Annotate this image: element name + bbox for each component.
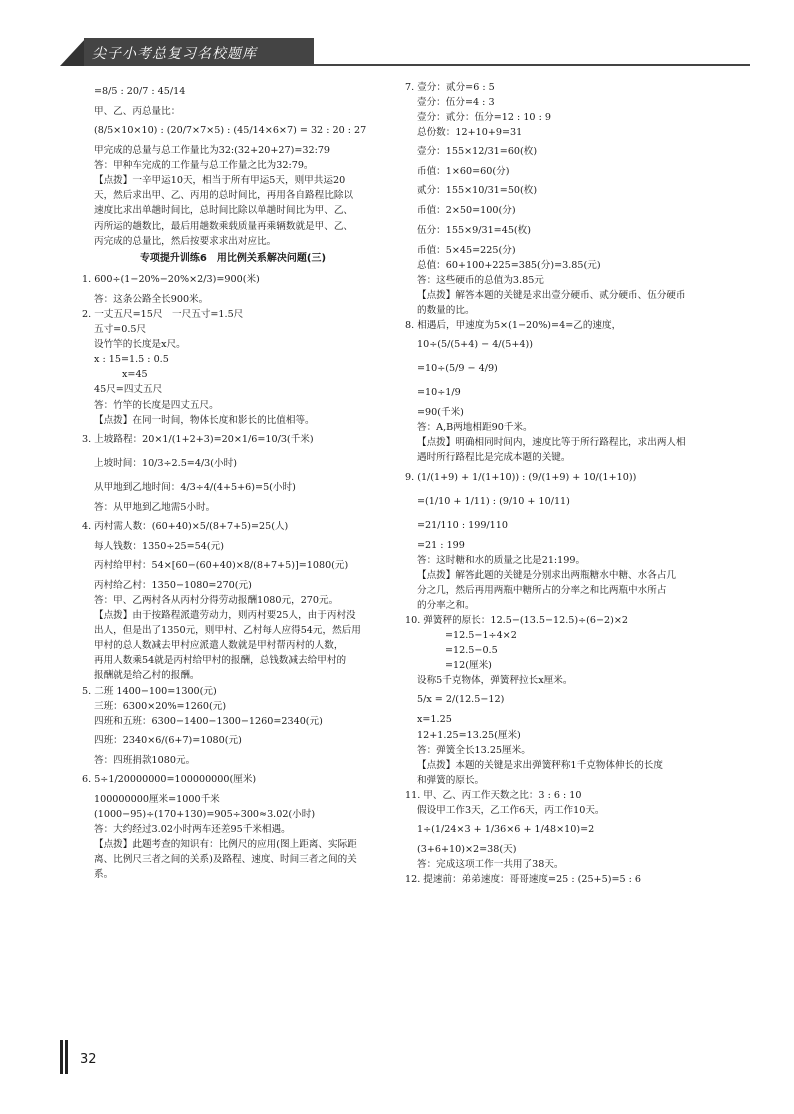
left-line: (8/5×10×10) : (20/7×7×5) : (45/14×6×7) = 32 : 20 : 27 (94, 125, 367, 137)
left-line: 四班：2340×6/(6+7)=1080(元) (94, 734, 242, 746)
right-line: 10÷(5/(5+4) − 4/(5+4)) (417, 339, 534, 351)
right-line: 壹分：伍分=4 : 3 (417, 97, 495, 109)
right-line: 5/x = 2/(12.5−12) (417, 694, 505, 706)
right-line: =21/110 : 199/110 (417, 519, 508, 531)
right-line: 【点拨】解答此题的关键是分别求出两瓶糖水中糖、水各占几 (417, 569, 677, 581)
left-line: 答：大约经过3.02小时两车还差95千米相遇。 (94, 824, 291, 836)
right-line: 伍分：155×9/31=45(枚) (417, 224, 532, 236)
left-line: 答：甲、乙两村各从丙村分得劳动报酬1080元，270元。 (94, 594, 339, 606)
right-line: =12.5−0.5 (445, 645, 498, 657)
left-line: 答：这条公路全长900米。 (94, 293, 209, 305)
right-line: 11. 甲、乙、丙工作天数之比：3 : 6 : 10 (405, 789, 582, 801)
left-column (82, 80, 384, 882)
right-line: 12+1.25=13.25(厘米) (417, 729, 521, 741)
left-line: 从甲地到乙地时间：4/3÷4/(4+5+6)=5(小时) (94, 481, 296, 493)
right-line: 币值：2×50=100(分) (417, 205, 516, 217)
right-line: 9. (1/(1+9) + 1/(1+10)) : (9/(1+9) + 10/(1+10)) (405, 471, 637, 483)
left-line: (1000−95)÷(170+130)=905÷300≈3.02(小时) (94, 809, 316, 820)
header-rule (314, 64, 750, 66)
left-line: 系。 (94, 869, 114, 881)
right-line: 答：这些硬币的总值为3.85元 (417, 274, 544, 286)
left-line: 答：从甲地到乙地需5小时。 (94, 501, 216, 513)
left-line: 专项提升训练6 用比例关系解决问题(三) (139, 252, 327, 264)
right-line: 10. 弹簧秤的原长：12.5−(13.5−12.5)÷(6−2)×2 (405, 614, 629, 626)
right-line: =10÷1/9 (417, 387, 461, 399)
right-line: 的分率之和。 (417, 599, 475, 611)
right-line: =(1/10 + 1/11) : (9/10 + 10/11) (417, 495, 570, 507)
left-line: 5. 二班 1400−100=1300(元) (82, 685, 217, 697)
left-line: 答：四班捐款1080元。 (94, 754, 196, 766)
right-line: =12.5−1÷4×2 (445, 630, 517, 642)
left-line: 再用人数乘54就是丙村给甲村的报酬，总钱数减去给甲村的 (94, 655, 347, 667)
right-line: 分之几，然后再用两瓶中糖所占的分率之和比两瓶中水所占 (417, 584, 667, 596)
left-line: 100000000厘米=1000千米 (94, 793, 220, 805)
right-line: 和弹簧的原长。 (417, 774, 485, 786)
right-line: (3+6+10)×2=38(天) (417, 844, 517, 856)
right-line: 答：弹簧全长13.25厘米。 (417, 744, 531, 756)
left-line: 速度比求出单趟时间比，总时间比除以单趟时间比为甲、乙、 (94, 205, 354, 217)
right-line: 设称5千克物体，弹簧秤拉长x厘米。 (417, 675, 573, 687)
header-triangle-decoration (60, 38, 86, 66)
left-line: 四班和五班：6300−1400−1300−1260=2340(元) (94, 715, 323, 727)
right-column (405, 80, 717, 887)
right-line: x=1.25 (417, 714, 452, 726)
right-line: 总份数：12+10+9=31 (417, 127, 523, 139)
left-line: 五寸=0.5尺 (94, 324, 147, 336)
right-line: =90(千米) (417, 407, 464, 419)
right-line: 答：A,B两地相距90千米。 (417, 422, 533, 434)
header-title: 尖子小考总复习名校题库 (92, 46, 257, 62)
footer-bars-decoration (60, 1040, 70, 1074)
right-line: 遇时所行路程比是完成本题的关键。 (417, 452, 571, 464)
page-header (60, 38, 750, 68)
left-line: 4. 丙村需人数：(60+40)×5/(8+7+5)=25(人) (82, 520, 289, 532)
right-line: 【点拨】本题的关键是求出弹簧秤称1千克物体伸长的长度 (417, 759, 663, 771)
left-line: 2. 一丈五尺=15尺 一尺五寸=1.5尺 (82, 308, 244, 320)
right-line: 币值：5×45=225(分) (417, 244, 516, 256)
left-line: 6. 5÷1/20000000=100000000(厘米) (82, 773, 257, 785)
right-line: 总值：60+100+225=385(分)=3.85(元) (417, 259, 601, 271)
left-line: 出人，但是出了1350元，则甲村、乙村每人应得54元，然后用 (94, 625, 361, 637)
right-line: =21 : 199 (417, 539, 465, 551)
right-line: 12. 提速前：弟弟速度：哥哥速度=25 : (25+5)=5 : 6 (405, 874, 642, 886)
left-line: 离、比例尺三者之间的关系)及路程、速度、时间三者之间的关 (94, 854, 357, 866)
left-line: x : 15=1.5 : 0.5 (94, 354, 169, 366)
left-line: 【点拨】此题考查的知识有：比例尺的应用(图上距离、实际距 (94, 839, 357, 851)
left-line: 【点拨】由于按路程派遣劳动力，则丙村要25人，由于丙村没 (94, 610, 356, 622)
right-line: =10÷(5/9 − 4/9) (417, 363, 498, 375)
left-line: 【点拨】在同一时间，物体长度和影长的比值相等。 (94, 414, 315, 426)
left-line: 上坡时间：10/3÷2.5=4/3(小时) (94, 457, 237, 469)
right-line: =12(厘米) (445, 660, 492, 672)
left-line: x=45 (122, 369, 148, 381)
left-line: 丙完成的总量比，然后按要求求出对应比。 (94, 235, 277, 247)
left-line: 丙所运的趟数比，最后用趟数乘载质量再乘辆数就是甲、乙、 (94, 220, 354, 232)
left-line: 3. 上坡路程：20×1/(1+2+3)=20×1/6=10/3(千米) (82, 433, 314, 445)
page-number: 32 (80, 1052, 97, 1067)
right-line: 答：这时糖和水的质量之比是21:199。 (417, 554, 586, 566)
right-line: 【点拨】明确相同时间内，速度比等于所行路程比，求出两人相 (417, 437, 686, 449)
right-line: 1÷(1/24×3 + 1/36×6 + 1/48×10)=2 (417, 824, 595, 836)
left-line: =8/5 : 20/7 : 45/14 (94, 86, 186, 97)
left-line: 甲、乙、丙总量比： (94, 106, 181, 117)
right-line: 8. 相遇后，甲速度为5×(1−20%)=4=乙的速度， (405, 320, 622, 332)
left-line: 甲村的总人数减去甲村应派遣人数就是甲村帮丙村的人数， (94, 640, 344, 652)
right-line: 7. 壹分：贰分=6 : 5 (405, 82, 495, 93)
right-line: 【点拨】解答本题的关键是求出壹分硬币、贰分硬币、伍分硬币 (417, 289, 686, 301)
left-line: 设竹竿的长度是x尺。 (94, 339, 186, 351)
left-line: 1. 600÷(1−20%−20%×2/3)=900(米) (82, 273, 260, 285)
left-line: 报酬就是给乙村的报酬。 (94, 670, 200, 682)
left-line: 丙村给乙村：1350−1080=270(元) (94, 579, 252, 591)
right-line: 答：完成这项工作一共用了38天。 (417, 859, 564, 871)
left-line: 丙村给甲村：54×[60−(60+40)×8/(8+7+5)]=1080(元) (94, 559, 349, 571)
left-line: 答：竹竿的长度是四丈五尺。 (94, 399, 219, 411)
right-line: 假设甲工作3天，乙工作6天，丙工作10天。 (417, 805, 605, 816)
right-line: 贰分：155×10/31=50(枚) (417, 185, 538, 197)
right-line: 币值：1×60=60(分) (417, 166, 510, 178)
left-line: 三班：6300×20%=1260(元) (94, 700, 227, 712)
left-line: 天，然后求出甲、乙、丙用的总时间比，再用各自路程比除以 (94, 190, 354, 202)
left-line: 每人钱数：1350÷25=54(元) (94, 540, 224, 552)
left-line: 答：甲种车完成的工作量与总工作量之比为32:79。 (94, 160, 314, 172)
left-line: 【点拨】一辛甲运10天，相当于所有甲运5天，则甲共运20 (94, 175, 346, 187)
right-line: 的数量的比。 (417, 304, 475, 316)
right-line: 壹分：贰分：伍分=12 : 10 : 9 (417, 112, 551, 124)
left-line: 甲完成的总量与总工作量比为32:(32+20+27)=32:79 (94, 145, 331, 157)
left-line: 45尺=四丈五尺 (94, 384, 163, 396)
right-line: 壹分：155×12/31=60(枚) (417, 146, 538, 158)
